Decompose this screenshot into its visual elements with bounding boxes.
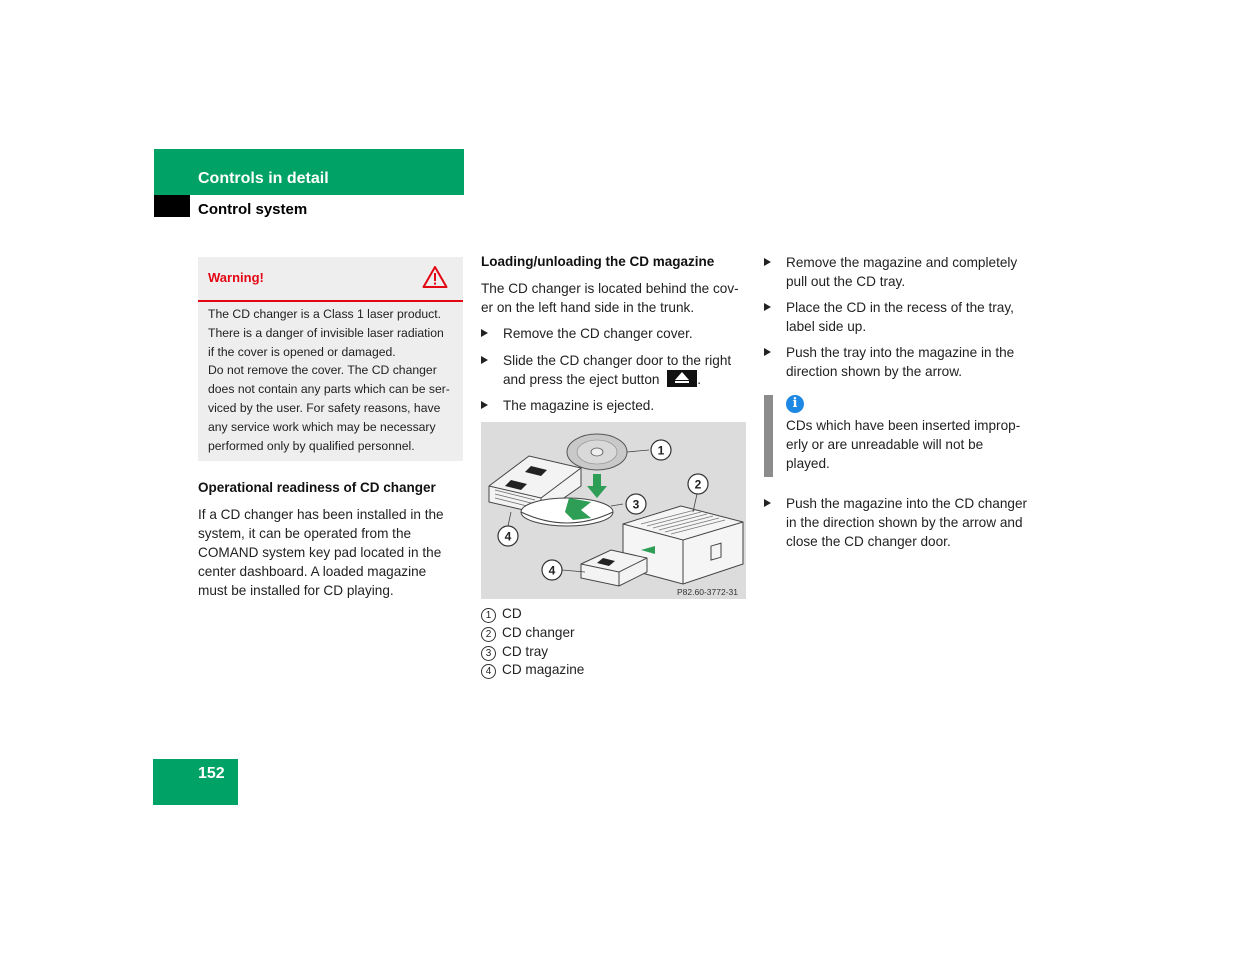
step-push-magazine: Push the magazine into the CD changer in the direction shown by the arrow and close the CD changer door. <box>764 494 1034 551</box>
legend-item: 1 CD <box>481 604 522 623</box>
loading-intro: The CD changer is located behind the cov- er on the left hand side in the trunk. <box>481 281 739 315</box>
step-place-cd: Place the CD in the recess of the tray, label side up. <box>764 298 1034 336</box>
callout-4b <box>542 560 585 580</box>
callout-4a <box>498 512 518 546</box>
bullet-arrow-icon <box>481 356 488 364</box>
svg-text:4: 4 <box>548 563 556 578</box>
svg-text:4: 4 <box>504 529 512 544</box>
section-title: Controls in detail <box>198 170 329 187</box>
warning-label: Warning! <box>208 270 264 285</box>
cd-disc <box>567 434 627 470</box>
callout-number: 4 <box>481 664 496 679</box>
callout-number: 1 <box>481 608 496 623</box>
warning-line: any service work which may be necessary <box>208 419 436 434</box>
bullet-arrow-icon <box>481 329 488 337</box>
bullet-arrow-icon <box>764 303 771 311</box>
operational-text: If a CD changer has been installed in the system, it can be operated from the COMAND system key pad located in the center dashboard. A loaded magazine must be installed for CD playing. <box>198 507 444 598</box>
warning-line: The CD changer is a Class 1 laser product. <box>208 307 442 321</box>
info-text: CDs which have been inserted improp- erly or are unreadable will not be played. <box>786 418 1021 471</box>
warning-triangle-icon <box>422 265 448 289</box>
bullet-arrow-icon <box>481 401 488 409</box>
warning-line: if the cover is opened or damaged. <box>208 344 396 359</box>
operational-heading: Operational readiness of CD changer <box>198 480 436 495</box>
page-number-tab <box>153 759 238 805</box>
figure-code: P82.60-3772-31 <box>677 587 738 597</box>
info-icon: i <box>786 395 804 413</box>
svg-text:2: 2 <box>694 477 702 492</box>
callout-number: 3 <box>481 646 496 661</box>
legend-item: 4 CD magazine <box>481 660 584 679</box>
step-remove-magazine: Remove the magazine and completely pull out the CD tray. <box>764 253 1034 291</box>
legend-item: 2 CD changer <box>481 623 575 642</box>
step-magazine-ejected: The magazine is ejected. <box>481 396 746 415</box>
svg-text:1: 1 <box>657 443 665 458</box>
subsection-title: Control system <box>198 201 308 218</box>
callout-number: 2 <box>481 627 496 642</box>
step-remove-cover: Remove the CD changer cover. <box>481 324 746 343</box>
cd-changer-illustration <box>481 422 746 599</box>
warning-line: Do not remove the cover. The CD changer <box>208 363 437 378</box>
warning-text <box>208 305 458 455</box>
info-bar <box>764 395 773 477</box>
bullet-arrow-icon <box>764 348 771 356</box>
callout-2 <box>688 474 708 512</box>
header-marker <box>154 195 190 217</box>
cd-changer-drawing <box>481 422 746 599</box>
eject-button-icon <box>667 370 697 387</box>
bullet-arrow-icon <box>764 499 771 507</box>
cd-tray <box>521 498 613 526</box>
callout-3 <box>611 494 646 514</box>
warning-line: does not contain any parts which can be ser- <box>208 382 450 397</box>
bullet-arrow-icon <box>764 258 771 266</box>
warning-line: viced by the user. For safety reasons, have <box>208 400 441 415</box>
legend-item: 3 CD tray <box>481 642 548 661</box>
callout-1 <box>627 440 671 460</box>
loading-heading: Loading/unloading the CD magazine <box>481 254 715 269</box>
step-slide-door: Slide the CD changer door to the right and press the eject button . <box>481 351 746 389</box>
warning-line: performed only by qualified personnel. <box>208 438 415 453</box>
step-push-tray: Push the tray into the magazine in the direction shown by the arrow. <box>764 343 1034 381</box>
svg-text:3: 3 <box>632 497 640 512</box>
warning-line: There is a danger of invisible laser radiation <box>208 325 444 340</box>
page-number: 152 <box>198 765 225 782</box>
